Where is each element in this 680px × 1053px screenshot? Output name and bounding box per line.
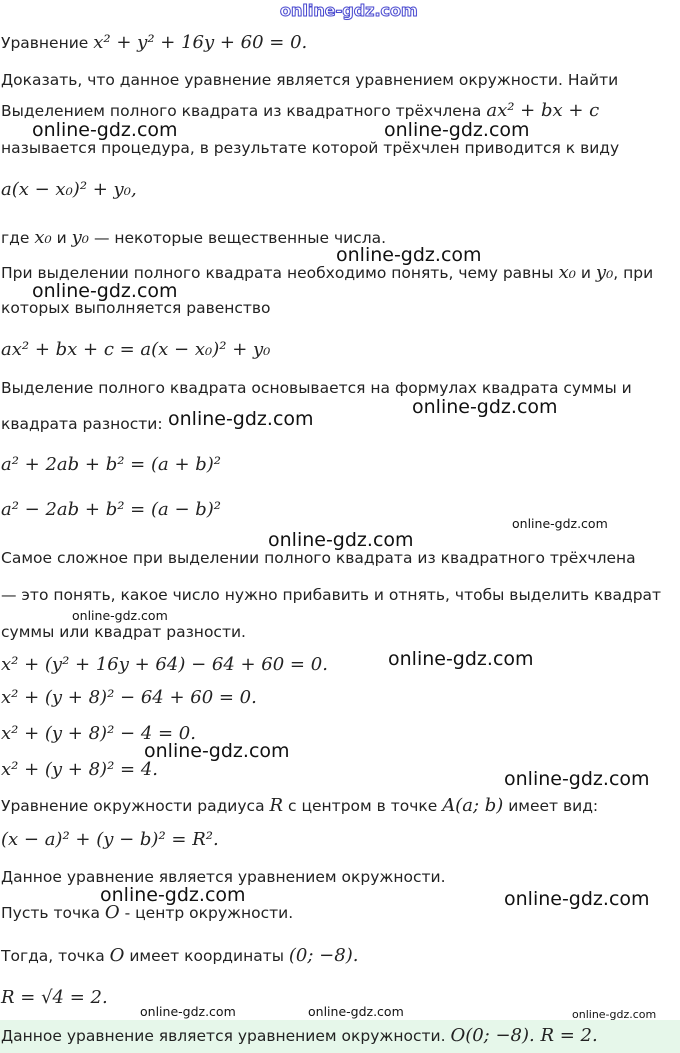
line-text: и [51,229,72,247]
point-a: A(a; b) [442,795,504,816]
solution-step-4: x² + (y + 8)² = 4. [1,759,158,780]
line-text: Уравнение [1,34,94,52]
paragraph-line: — это понять, какое число нужно прибавить и отнять, чтобы выделить квадрат [1,586,662,604]
watermark: online-gdz.com [140,1004,236,1019]
trinomial: ax² + bx + c [486,100,600,121]
watermark: online-gdz.com [32,119,178,141]
paragraph-line: Выделение полного квадрата основывается на формулах квадрата суммы и [1,379,632,397]
paragraph-line [1,903,293,923]
var-x0: x₀ [34,227,52,248]
watermark: online-gdz.com [168,408,314,430]
paragraph-line: суммы или квадрат разности. [1,623,246,641]
watermark: online-gdz.com [512,516,608,531]
watermark: online-gdz.com [388,648,534,670]
line-text: имеет координаты [124,947,289,965]
solution-step-1: x² + (y² + 16y + 64) − 64 + 60 = 0. [1,654,328,675]
watermark: online-gdz.com [72,608,168,623]
paragraph-line [1,796,598,816]
paragraph-line [1,228,386,248]
line-text: — некоторые вещественные числа. [89,229,387,247]
line-text: и [575,264,596,282]
formula-diff-square: a² − 2ab + b² = (a − b)² [1,499,222,520]
watermark: online-gdz.com [504,768,650,790]
answer-text: Данное уравнение является уравнением окружности. [1,1027,451,1045]
watermark: online-gdz.com [504,888,650,910]
line-text: - центр окружности. [119,904,294,922]
answer-math: O(0; −8). R = 2. [450,1025,598,1046]
point-o: O [109,945,125,966]
circle-equation: (x − a)² + (y − b)² = R². [1,829,219,850]
paragraph-line [1,946,358,966]
watermark: online-gdz.com [384,119,530,141]
radius-formula: R = √4 = 2. [1,987,108,1008]
line-text: Тогда, точка [1,947,110,965]
point-o: O [104,902,120,923]
paragraph-line: квадрата разности: [1,415,163,433]
equation: x² + y² + 16y + 60 = 0. [93,32,308,53]
paragraph-line: Данное уравнение является уравнением окружности. [1,868,446,886]
line-text: имеет вид: [503,797,599,815]
formula-line: ax² + bx + c = a(x − x₀)² + y₀ [1,339,271,360]
task-text: Доказать, что данное уравнение является уравнением окружности. Найти [1,71,619,89]
var-x0: x₀ [558,262,576,283]
line-text: с центром в точке [283,797,443,815]
watermark: online-gdz.com [32,280,178,302]
line-text: Выделением полного квадрата из квадратного трёхчлена [1,102,487,120]
watermark: online-gdz.com [572,1008,657,1021]
paragraph-line: Самое сложное при выделении полного квадрата из квадратного трёхчлена [1,549,636,567]
paragraph-line: называется процедура, в результате которой трёхчлен приводится к виду [1,139,620,157]
watermark: online-gdz.com [144,740,290,762]
var-y0: y₀ [595,262,614,283]
problem-statement [1,33,307,53]
paragraph-line: которых выполняется равенство [1,299,271,317]
var-r: R [269,795,284,816]
line-text: Уравнение окружности радиуса [1,797,270,815]
watermark: online-gdz.com [336,244,482,266]
var-y0: y₀ [71,227,90,248]
answer-line [1,1026,598,1046]
center-coordinates: (0; −8). [288,945,359,966]
top-watermark: online-gdz.com [280,1,418,20]
solution-step-2: x² + (y + 8)² − 64 + 60 = 0. [1,687,257,708]
watermark: online-gdz.com [412,396,558,418]
paragraph-line [1,101,599,121]
watermark: online-gdz.com [268,529,414,551]
solution-step-3: x² + (y + 8)² − 4 = 0. [1,723,196,744]
line-text: , при [613,264,654,282]
line-text: При выделении полного квадрата необходимо понять, чему равны [1,264,559,282]
formula-sum-square: a² + 2ab + b² = (a + b)² [1,454,222,475]
line-text: где [1,229,35,247]
watermark: online-gdz.com [308,1004,404,1019]
watermark: online-gdz.com [100,884,246,906]
line-text: Пусть точка [1,904,105,922]
formula-line: a(x − x₀)² + y₀, [1,179,137,200]
